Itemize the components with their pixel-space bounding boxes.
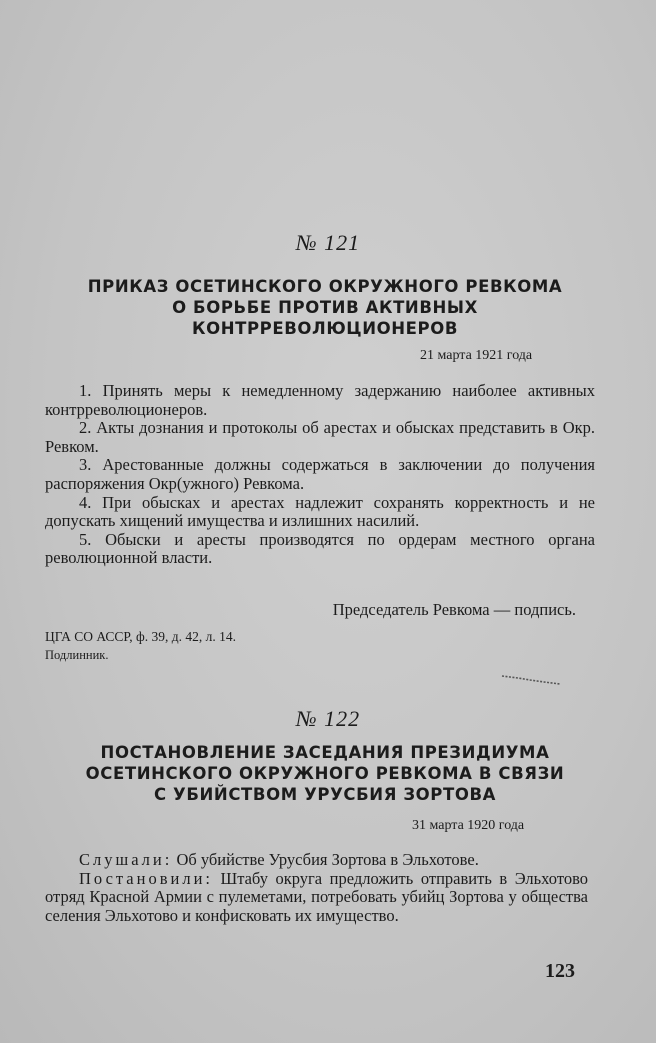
document-122-title-line: ОСЕТИНСКОГО ОКРУЖНОГО РЕВКОМА В СВЯЗИ: [85, 764, 565, 783]
document-121-title-line: КОНТРРЕВОЛЮЦИОНЕРОВ: [191, 319, 459, 338]
document-122-date: 31 марта 1920 года: [412, 818, 525, 833]
document-121-body: [45, 382, 595, 568]
archive-source: [45, 628, 236, 664]
paragraph-5: 5. Обыски и аресты производятся по ордерам местного органа революционной власти.: [45, 529, 595, 568]
document-121-title-line: О БОРЬБЕ ПРОТИВ АКТИВНЫХ: [172, 298, 478, 317]
document-121-title: [60, 276, 590, 339]
document-121-date: 21 марта 1921 года: [420, 348, 533, 363]
resolved-label: Постановили:: [79, 868, 213, 888]
paragraph-3: 3. Арестованные должны содержаться в заключении до получения распоряжения Окр(ужного) Ревкома.: [45, 455, 595, 493]
heard-paragraph: [45, 851, 588, 870]
document-121-title-line: ПРИКАЗ ОСЕТИНСКОГО ОКРУЖНОГО РЕВКОМА: [87, 277, 563, 296]
resolved-text: Штабу округа предложить отправить в Эльхотово отряд Красной Армии с пулеметами, потребовать убийц Зортова у общества селения Эльхотово и конфисковать их имущество.: [45, 868, 588, 925]
signature-line: Председатель Ревкома — подпись.: [332, 600, 576, 619]
document-122-number: № 122: [295, 706, 361, 731]
ink-smudge: [500, 672, 562, 686]
archive-reference: ЦГА СО АССР, ф. 39, д. 42, л. 14.: [45, 629, 236, 644]
page-number: 123: [545, 960, 575, 982]
document-original-note: Подлинник.: [45, 648, 109, 662]
heard-label: Слушали:: [79, 850, 173, 869]
document-121-number: № 121: [295, 230, 361, 255]
paragraph-1: 1. Принять меры к немедленному задержанию наиболее активных контрреволюционеров.: [45, 381, 595, 419]
document-122-title-line: ПОСТАНОВЛЕНИЕ ЗАСЕДАНИЯ ПРЕЗИДИУМА: [100, 743, 550, 762]
resolved-paragraph: [45, 870, 588, 926]
document-122-body: [45, 851, 588, 925]
paragraph-4: 4. При обысках и арестах надлежит сохранять корректность и не допускать хищений имущества и излишних насилий.: [45, 492, 595, 531]
heard-text: Об убийстве Урусбия Зортова в Эльхотове.: [176, 850, 479, 869]
paragraph-2: 2. Акты дознания и протоколы об арестах и обысках представить в Окр. Ревком.: [45, 418, 595, 456]
document-122-title: [60, 742, 590, 805]
document-122-title-line: С УБИЙСТВОМ УРУСБИЯ ЗОРТОВА: [153, 785, 497, 804]
